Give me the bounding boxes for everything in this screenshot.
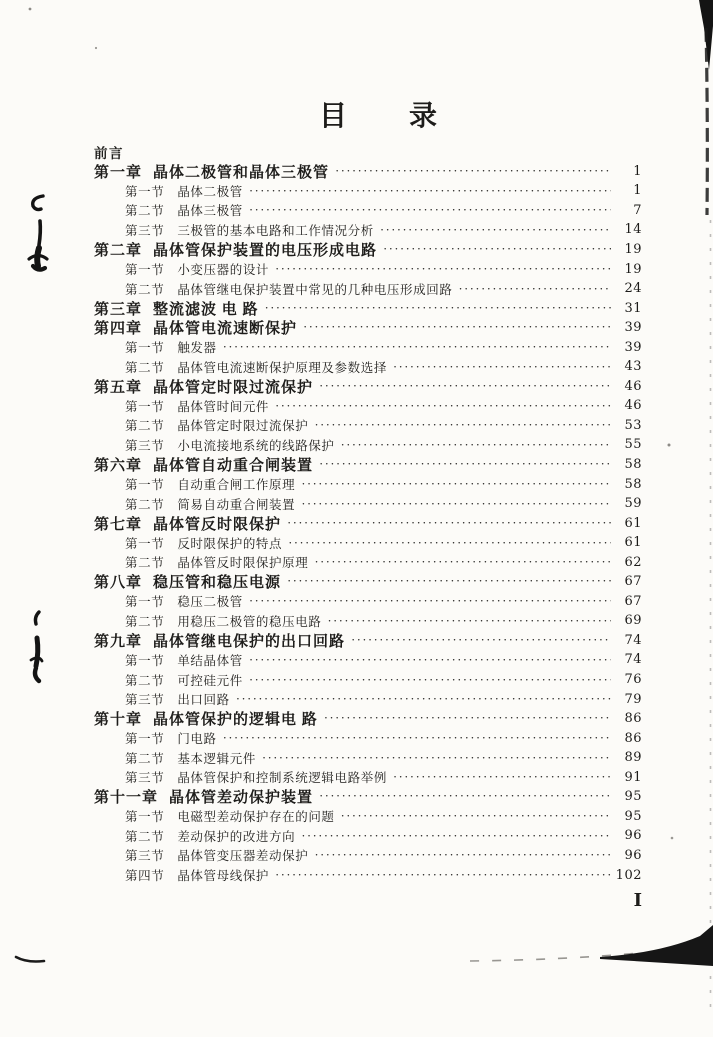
toc-row <box>94 670 642 690</box>
toc-entry-page: 31 <box>624 300 642 316</box>
toc-entry-title: 晶体管电流速断保护原理及参数选择 <box>177 360 387 375</box>
toc-entry-page: 74 <box>624 632 642 648</box>
toc-entry-label: 第九章 <box>94 633 143 650</box>
toc-entry-page: 39 <box>624 320 642 336</box>
toc-entry-title: 小变压器的设计 <box>177 263 270 278</box>
toc-entry-title: 稳压二极管 <box>177 595 243 610</box>
ink-mark-middle-left-icon <box>31 612 42 681</box>
toc-entry-page: 43 <box>624 359 642 375</box>
toc-entry-page: 69 <box>624 613 642 629</box>
toc-entry-label: 第二节 <box>125 497 165 512</box>
toc-row <box>94 826 642 846</box>
toc-entry-label: 第三节 <box>125 849 165 864</box>
toc-entry-title: 晶体管保护和控制系统逻辑电路举例 <box>177 771 387 786</box>
toc-entry-page: 24 <box>624 281 642 297</box>
toc-list <box>94 142 642 885</box>
paper-speck-icon <box>668 444 671 447</box>
toc-entry-label: 第三节 <box>125 223 165 238</box>
toc-row <box>94 846 642 866</box>
toc-entry-page: 61 <box>624 535 642 551</box>
dot-leader <box>393 359 611 375</box>
dot-leader <box>393 769 611 785</box>
toc-entry-page: 46 <box>624 398 642 414</box>
dot-leader <box>249 593 611 609</box>
toc-row <box>94 220 642 240</box>
toc-row <box>94 279 642 299</box>
dot-leader <box>324 710 611 727</box>
toc-entry-title: 晶体管自动重合闸装置 <box>153 458 314 475</box>
toc-row <box>94 181 642 201</box>
toc-entry-page: 86 <box>624 730 642 746</box>
toc-entry-label: 第一节 <box>125 399 165 414</box>
toc-entry-title: 单结晶体管 <box>177 653 243 668</box>
dot-leader <box>223 730 611 746</box>
toc-entry-label: 第一节 <box>125 536 165 551</box>
toc-row <box>94 631 642 651</box>
toc-entry-page: 96 <box>624 828 642 844</box>
toc-entry-label: 第一节 <box>125 184 165 199</box>
toc-entry-page: 67 <box>624 593 642 609</box>
page-title: 目 录 <box>318 101 439 132</box>
dot-leader <box>319 456 611 473</box>
toc-row <box>94 474 642 494</box>
toc-row <box>94 709 642 729</box>
toc-entry-page: 74 <box>624 652 642 668</box>
toc-entry-title: 门电路 <box>177 732 217 747</box>
toc-entry-page: 53 <box>624 417 642 433</box>
toc-row <box>94 377 642 397</box>
toc-entry-title: 晶体管变压器差动保护 <box>177 849 309 864</box>
dot-leader <box>249 183 611 199</box>
toc-entry-page: 62 <box>624 554 642 570</box>
toc-entry-title: 晶体管电流速断保护 <box>153 321 298 338</box>
toc-row <box>94 298 642 318</box>
toc-entry-page: 46 <box>624 378 642 394</box>
dot-leader <box>249 672 611 688</box>
toc-row <box>94 728 642 748</box>
toc-entry-title: 基本逻辑元件 <box>177 751 256 766</box>
toc-entry-page: 79 <box>624 691 642 707</box>
scan-streak-top-right-tail-icon <box>706 28 707 215</box>
toc-entry-label: 第三节 <box>125 693 165 708</box>
dot-leader <box>351 632 611 649</box>
toc-entry-label: 第二节 <box>125 829 165 844</box>
toc-row <box>94 357 642 377</box>
toc-entry-title: 晶体管继电保护装置中常见的几种电压形成回路 <box>177 282 453 297</box>
toc-entry-label: 第一节 <box>125 732 165 747</box>
scan-dash-bottom-left-icon <box>16 957 44 962</box>
toc-entry-label: 第七章 <box>94 516 143 533</box>
toc-entry-page: 96 <box>624 847 642 863</box>
toc-entry-label: 第四节 <box>125 869 165 883</box>
toc-entry-title: 差动保护的改进方向 <box>177 829 296 844</box>
toc-entry-title: 三极管的基本电路和工作情况分析 <box>177 223 374 238</box>
toc-entry-page: 86 <box>624 711 642 727</box>
toc-entry-label: 第十一章 <box>94 790 159 807</box>
toc-row <box>94 455 642 475</box>
toc-entry-label: 第二节 <box>125 614 165 629</box>
toc-row <box>94 416 642 436</box>
toc-entry-page: 95 <box>624 808 642 824</box>
toc-entry-page: 61 <box>624 515 642 531</box>
paper-speck-icon <box>95 47 97 49</box>
toc-entry-title: 晶体管保护的逻辑电 路 <box>153 712 318 729</box>
toc-entry-label: 第三章 <box>94 301 143 318</box>
toc-entry-title: 晶体管定时限过流保护 <box>153 379 314 396</box>
dot-leader <box>314 417 611 433</box>
toc-entry-title: 晶体管定时限过流保护 <box>177 419 309 434</box>
toc-entry-label: 第二节 <box>125 360 165 375</box>
dot-leader <box>303 319 611 336</box>
toc-row <box>94 396 642 416</box>
toc-entry-title: 晶体二极管和晶体三极管 <box>153 164 330 181</box>
toc-entry-title: 晶体管母线保护 <box>177 869 270 883</box>
page-number-roman: I <box>633 890 642 911</box>
dot-leader <box>262 750 611 766</box>
toc-row <box>94 513 642 533</box>
dot-leader <box>301 828 611 844</box>
toc-entry-label: 第四章 <box>94 321 143 338</box>
toc-entry-title: 用稳压二极管的稳压电路 <box>177 614 322 629</box>
toc-row <box>94 201 642 221</box>
toc-entry-label: 第二节 <box>125 204 165 219</box>
toc-entry-title: 小电流接地系统的线路保护 <box>177 438 335 453</box>
toc-entry-title: 自动重合闸工作原理 <box>177 478 296 493</box>
toc-entry-label: 第二节 <box>125 751 165 766</box>
dot-leader <box>287 573 611 590</box>
toc-row <box>94 865 642 885</box>
scan-smudge-corner-icon <box>600 925 713 966</box>
dot-leader <box>314 847 611 863</box>
toc-entry-label: 第二节 <box>125 282 165 297</box>
toc-row <box>94 240 642 260</box>
dot-leader <box>319 378 611 395</box>
toc-row <box>94 611 642 631</box>
dot-leader <box>319 788 611 805</box>
toc-entry-label: 第二章 <box>94 243 143 260</box>
toc-entry-title: 反时限保护的特点 <box>177 536 283 551</box>
toc-entry-page: 102 <box>615 867 642 883</box>
toc-entry-title: 出口回路 <box>177 693 230 708</box>
toc-row <box>94 650 642 670</box>
toc-entry-label: 第一节 <box>125 810 165 825</box>
dot-leader <box>383 241 611 258</box>
toc-entry-title: 电磁型差动保护存在的问题 <box>177 810 335 825</box>
toc-row <box>94 494 642 514</box>
dot-leader <box>341 808 611 824</box>
toc-entry-page: 55 <box>624 437 642 453</box>
toc-entry-label: 第一节 <box>125 653 165 668</box>
toc-entry-title: 晶体管继电保护的出口回路 <box>153 633 346 650</box>
toc-entry-title: 晶体三极管 <box>177 204 243 219</box>
toc-entry-page: 19 <box>624 261 642 277</box>
dot-leader <box>314 554 611 570</box>
toc-entry-page: 1 <box>633 163 642 179</box>
toc-entry-title: 晶体管反时限保护 <box>153 516 282 533</box>
dot-leader <box>288 535 611 551</box>
toc-entry-page: 59 <box>624 496 642 512</box>
toc-entry-label: 第一节 <box>125 341 165 356</box>
toc-entry-title: 晶体管保护装置的电压形成电路 <box>153 243 378 260</box>
toc-entry-title: 晶体二极管 <box>177 184 243 199</box>
toc-entry-label: 第二节 <box>125 556 165 571</box>
toc-entry-label: 第八章 <box>94 575 143 592</box>
toc-entry-title: 晶体管反时限保护原理 <box>177 556 309 571</box>
toc-entry-page: 89 <box>624 750 642 766</box>
dot-leader <box>265 300 611 317</box>
ink-mark-upper-left-icon <box>29 196 47 270</box>
dot-leader <box>275 261 611 277</box>
toc-entry-label: 第二节 <box>125 673 165 688</box>
toc-row <box>94 768 642 788</box>
toc-row <box>94 318 642 338</box>
dot-leader <box>301 476 611 492</box>
dot-leader <box>287 515 611 532</box>
dot-leader <box>249 202 611 218</box>
dot-leader <box>380 222 611 238</box>
toc-entry-page: 14 <box>624 222 642 238</box>
toc-entry-title: 整流滤波 电 路 <box>153 301 259 318</box>
toc-entry-page: 1 <box>633 183 642 199</box>
toc-entry-page: 76 <box>624 672 642 688</box>
toc-entry-page: 95 <box>624 789 642 805</box>
dot-leader <box>341 437 611 453</box>
dot-leader <box>223 339 611 355</box>
toc-entry-label: 第一章 <box>94 164 143 181</box>
dot-leader <box>275 867 611 883</box>
dot-leader <box>236 691 611 707</box>
scan-streak-top-right-icon <box>699 0 713 70</box>
dot-leader <box>327 613 611 629</box>
toc-entry-label: 第三节 <box>125 438 165 453</box>
toc-entry-page: 19 <box>624 242 642 257</box>
toc-entry-page: 58 <box>624 457 642 473</box>
toc-row <box>94 142 642 162</box>
toc-entry-title: 晶体管差动保护装置 <box>169 790 314 807</box>
toc-entry-label: 前言 <box>94 145 124 161</box>
toc-row <box>94 787 642 807</box>
toc-entry-title: 可控硅元件 <box>177 673 243 688</box>
toc-entry-page: 39 <box>624 339 642 355</box>
paper-speck-icon <box>671 837 674 840</box>
toc-row <box>94 552 642 572</box>
toc-row <box>94 592 642 612</box>
toc-entry-page: 7 <box>633 202 642 218</box>
toc-entry-label: 第一节 <box>125 595 165 610</box>
toc-row <box>94 689 642 709</box>
scan-smudge-bottom-right-icon <box>470 953 640 961</box>
toc-entry-label: 第一节 <box>125 263 165 278</box>
toc-entry-page: 58 <box>624 476 642 492</box>
dot-leader <box>335 163 611 180</box>
toc-entry-label: 第五章 <box>94 379 143 396</box>
dot-leader <box>301 496 611 512</box>
toc-row <box>94 259 642 279</box>
toc-entry-page: 67 <box>624 574 642 590</box>
dot-leader <box>275 398 611 414</box>
toc-entry-label: 第一节 <box>125 478 165 493</box>
toc-row <box>94 337 642 357</box>
toc-entry-label: 第六章 <box>94 458 143 475</box>
dot-leader <box>458 281 611 297</box>
toc-entry-page: 91 <box>624 769 642 785</box>
toc-row <box>94 533 642 553</box>
toc-entry-label: 第十章 <box>94 712 143 729</box>
toc-entry-title: 稳压管和稳压电源 <box>153 575 282 592</box>
toc-row <box>94 807 642 827</box>
toc-entry-title: 晶体管时间元件 <box>177 399 270 414</box>
toc-row <box>94 748 642 768</box>
toc-entry-title: 触发器 <box>177 341 217 356</box>
toc-entry-label: 第三节 <box>125 771 165 786</box>
toc-row <box>94 435 642 455</box>
toc-entry-label: 第二节 <box>125 419 165 434</box>
toc-row <box>94 572 642 592</box>
toc-entry-title: 简易自动重合闸装置 <box>177 497 296 512</box>
toc-row <box>94 162 642 182</box>
paper-speck-icon <box>29 8 32 11</box>
dot-leader <box>249 652 611 668</box>
